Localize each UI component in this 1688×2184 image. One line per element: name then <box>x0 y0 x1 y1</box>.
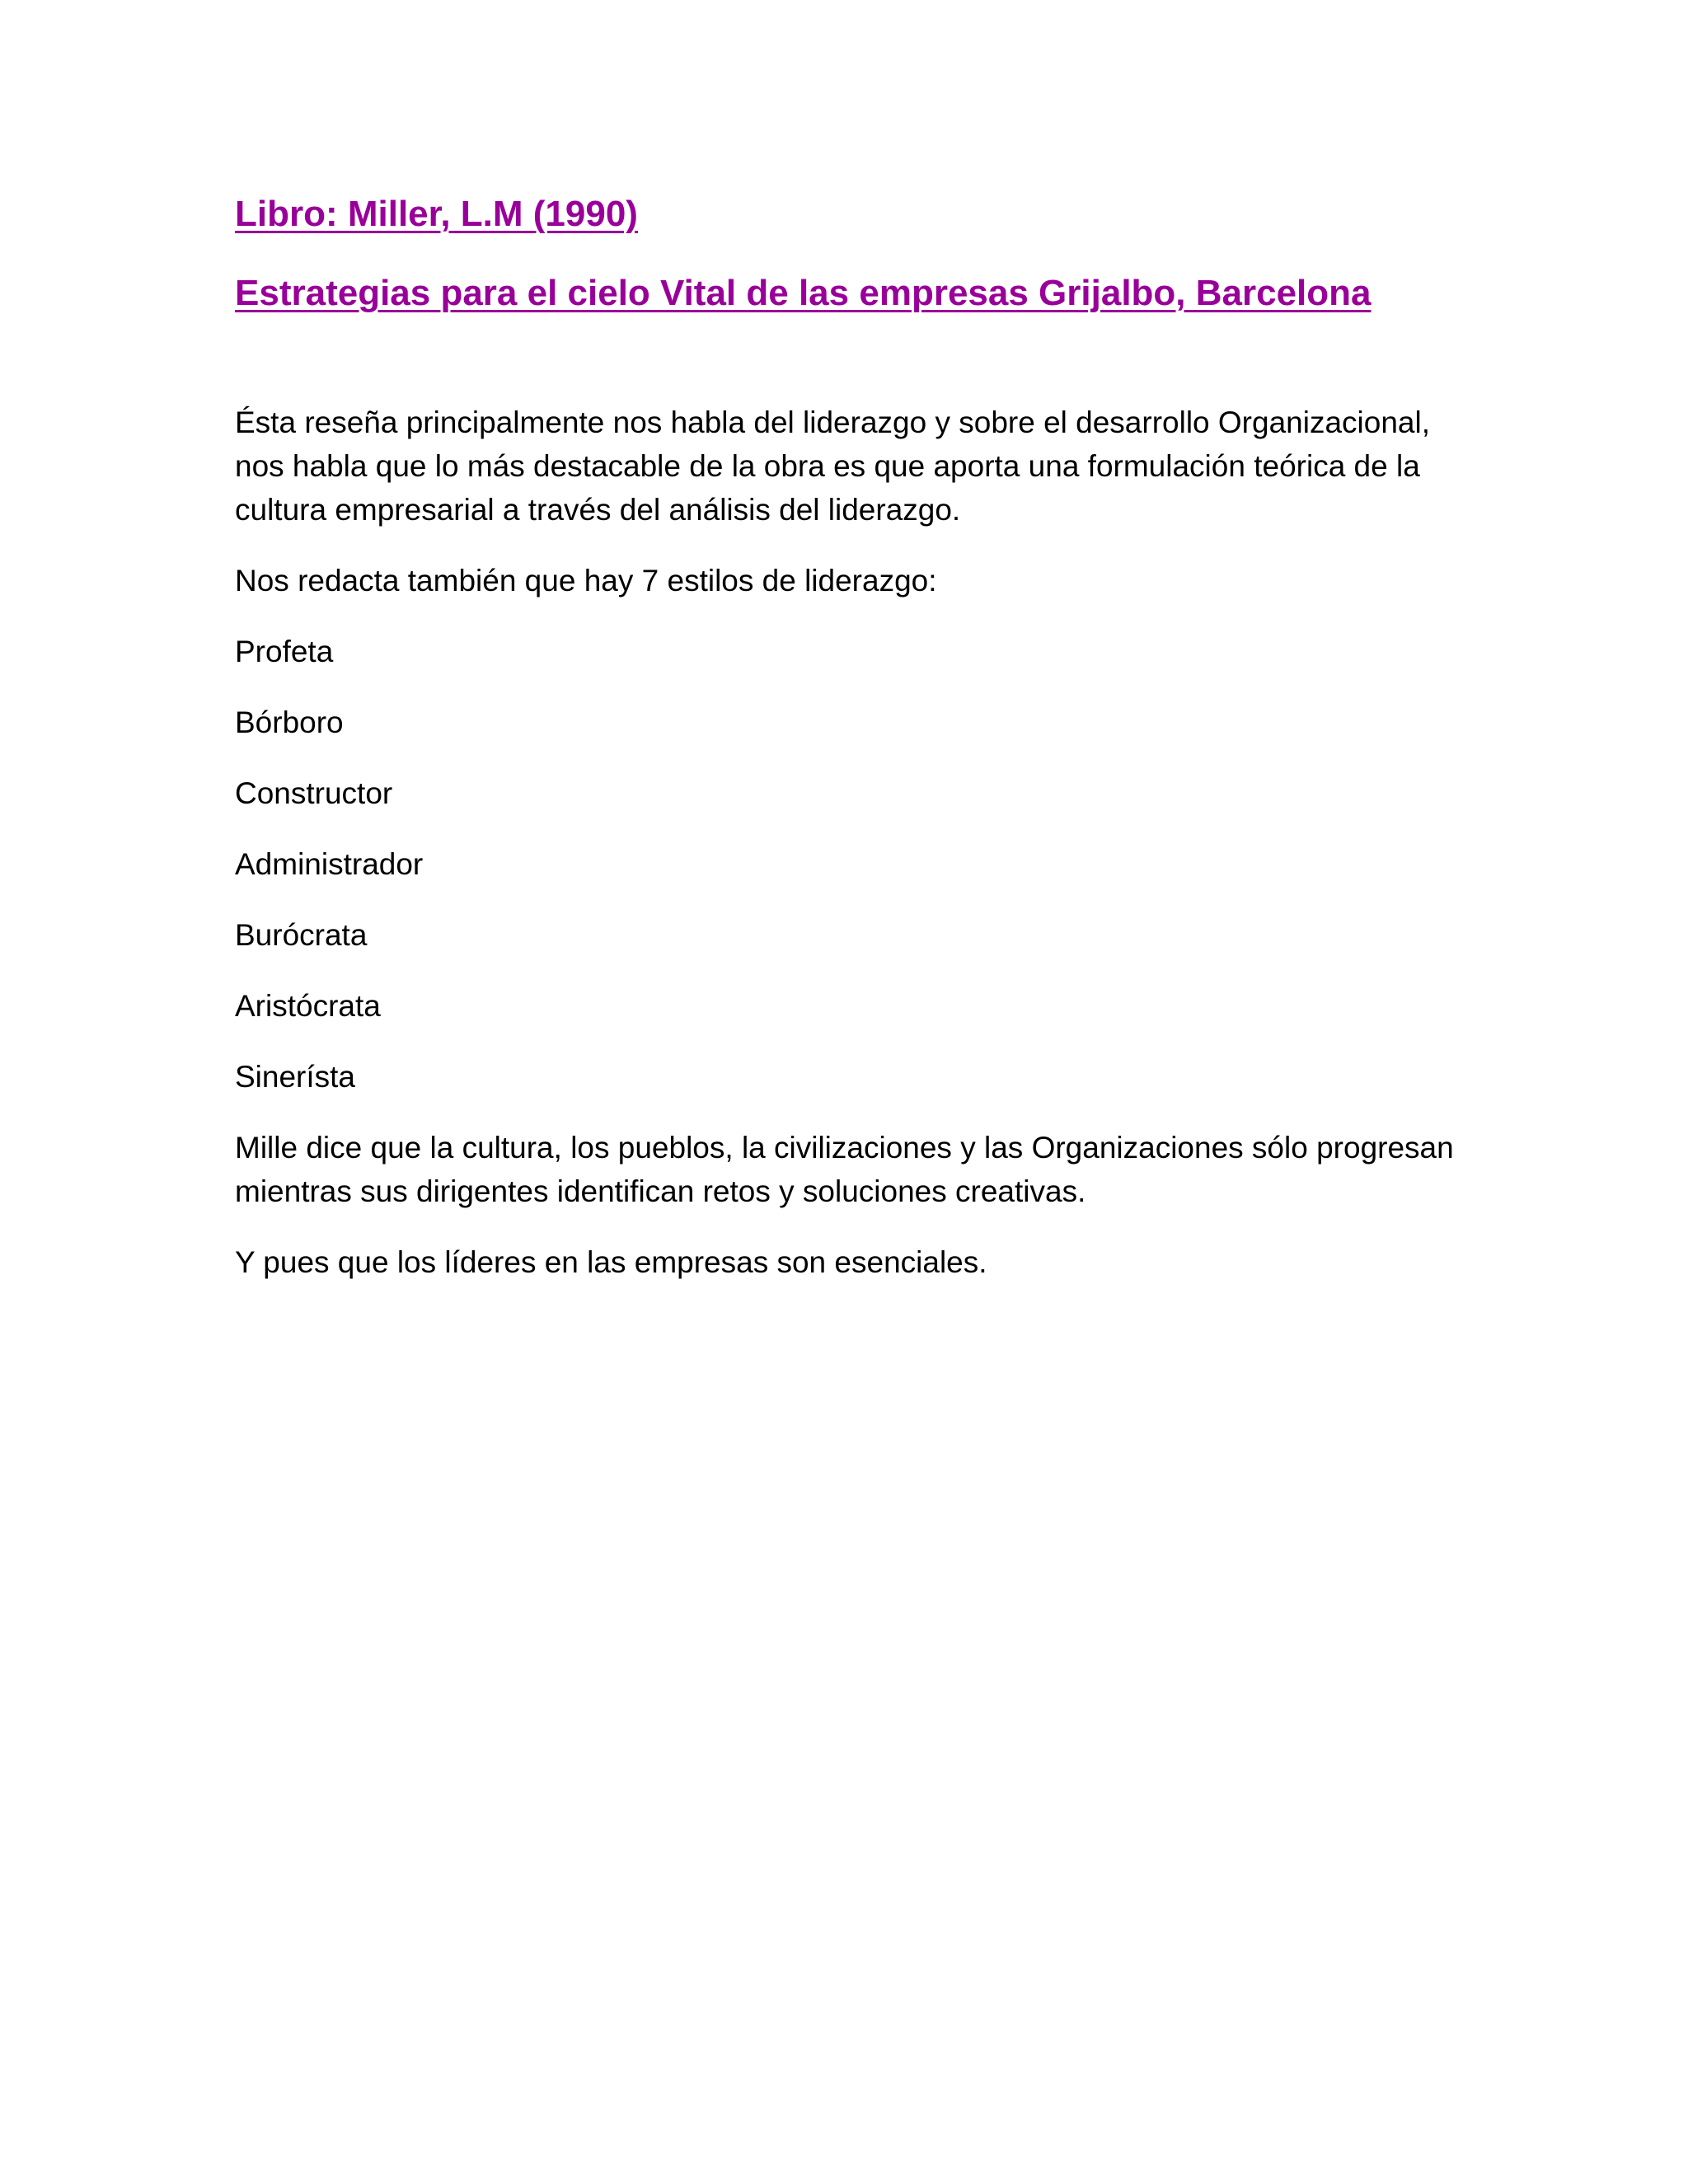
list-item: Sinerísta <box>235 1060 356 1094</box>
styles-intro-paragraph: Nos redacta también que hay 7 estilos de liderazgo: <box>235 564 937 598</box>
list-item: Administrador <box>235 847 424 881</box>
document-body <box>235 190 1471 1311</box>
list-item: Bórboro <box>235 705 344 739</box>
list-item: Constructor <box>235 776 393 810</box>
conclusion-paragraph: Y pues que los líderes en las empresas son esenciales. <box>235 1245 987 1279</box>
intro-paragraph: Ésta reseña principalmente nos habla del liderazgo y sobre el desarrollo Organizacional, nos habla que lo más destacable de la obra es que aporta una formulación teórica de la cultura empresarial a través del análisis del liderazgo. <box>235 405 1430 527</box>
list-item: Burócrata <box>235 918 368 952</box>
leadership-styles-list <box>235 630 1471 1099</box>
culture-paragraph: Mille dice que la cultura, los pueblos, la civilizaciones y las Organizaciones sólo progresan mientras sus dirigentes identifican retos y soluciones creativas. <box>235 1131 1454 1208</box>
book-title-heading: Estrategias para el cielo Vital de las empresas Grijalbo, Barcelona <box>235 273 1372 313</box>
list-item: Profeta <box>235 635 334 668</box>
list-item: Aristócrata <box>235 989 381 1023</box>
book-reference-heading: Libro: Miller, L.M (1990) <box>235 194 638 234</box>
